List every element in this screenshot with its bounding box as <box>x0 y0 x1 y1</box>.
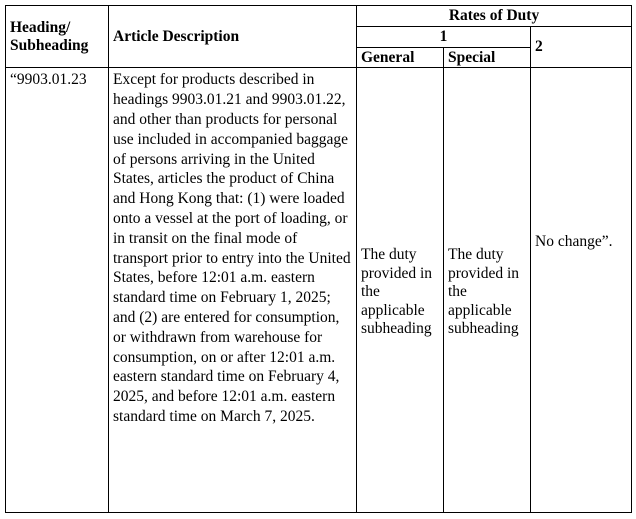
rates-of-duty-header: Rates of Duty <box>357 6 632 27</box>
heading-number-cell: “9903.01.23 <box>6 68 109 513</box>
tariff-table <box>5 5 632 513</box>
column-2-rate-cell <box>531 68 632 513</box>
column-2-rate-text: No change”. <box>535 233 613 251</box>
heading-column-header <box>6 6 109 68</box>
article-description-header: Article Description <box>109 6 357 68</box>
article-description-cell: Except for products described in headings 9903.01.21 and 9903.01.22, and other than products for personal use included in accompanied baggage of persons arriving in the United States, articles the product of China and Hong Kong that: (1) were loaded onto a vessel at the port of loading, or in transit on the final mode of transport prior to entry into the United States, before 12:01 a.m. eastern standard time on February 1, 2025; and (2) are entered for consumption, or withdrawn from warehouse for consumption, on or after 12:01 a.m. eastern standard time on February 4, 2025, and before 12:01 a.m. eastern standard time on March 7, 2025. <box>109 68 357 513</box>
special-header: Special <box>444 47 531 68</box>
heading-header-line-2: Subheading <box>10 36 89 54</box>
general-rate-cell: The duty provided in the applicable subheading <box>357 68 444 513</box>
header-row-1 <box>6 6 632 27</box>
heading-header-line-1: Heading/ <box>10 18 71 36</box>
general-header: General <box>357 47 444 68</box>
table-row <box>6 68 632 513</box>
column-2-header: 2 <box>531 26 632 68</box>
special-rate-cell: The duty provided in the applicable subheading <box>444 68 531 513</box>
column-1-header: 1 <box>357 26 531 47</box>
